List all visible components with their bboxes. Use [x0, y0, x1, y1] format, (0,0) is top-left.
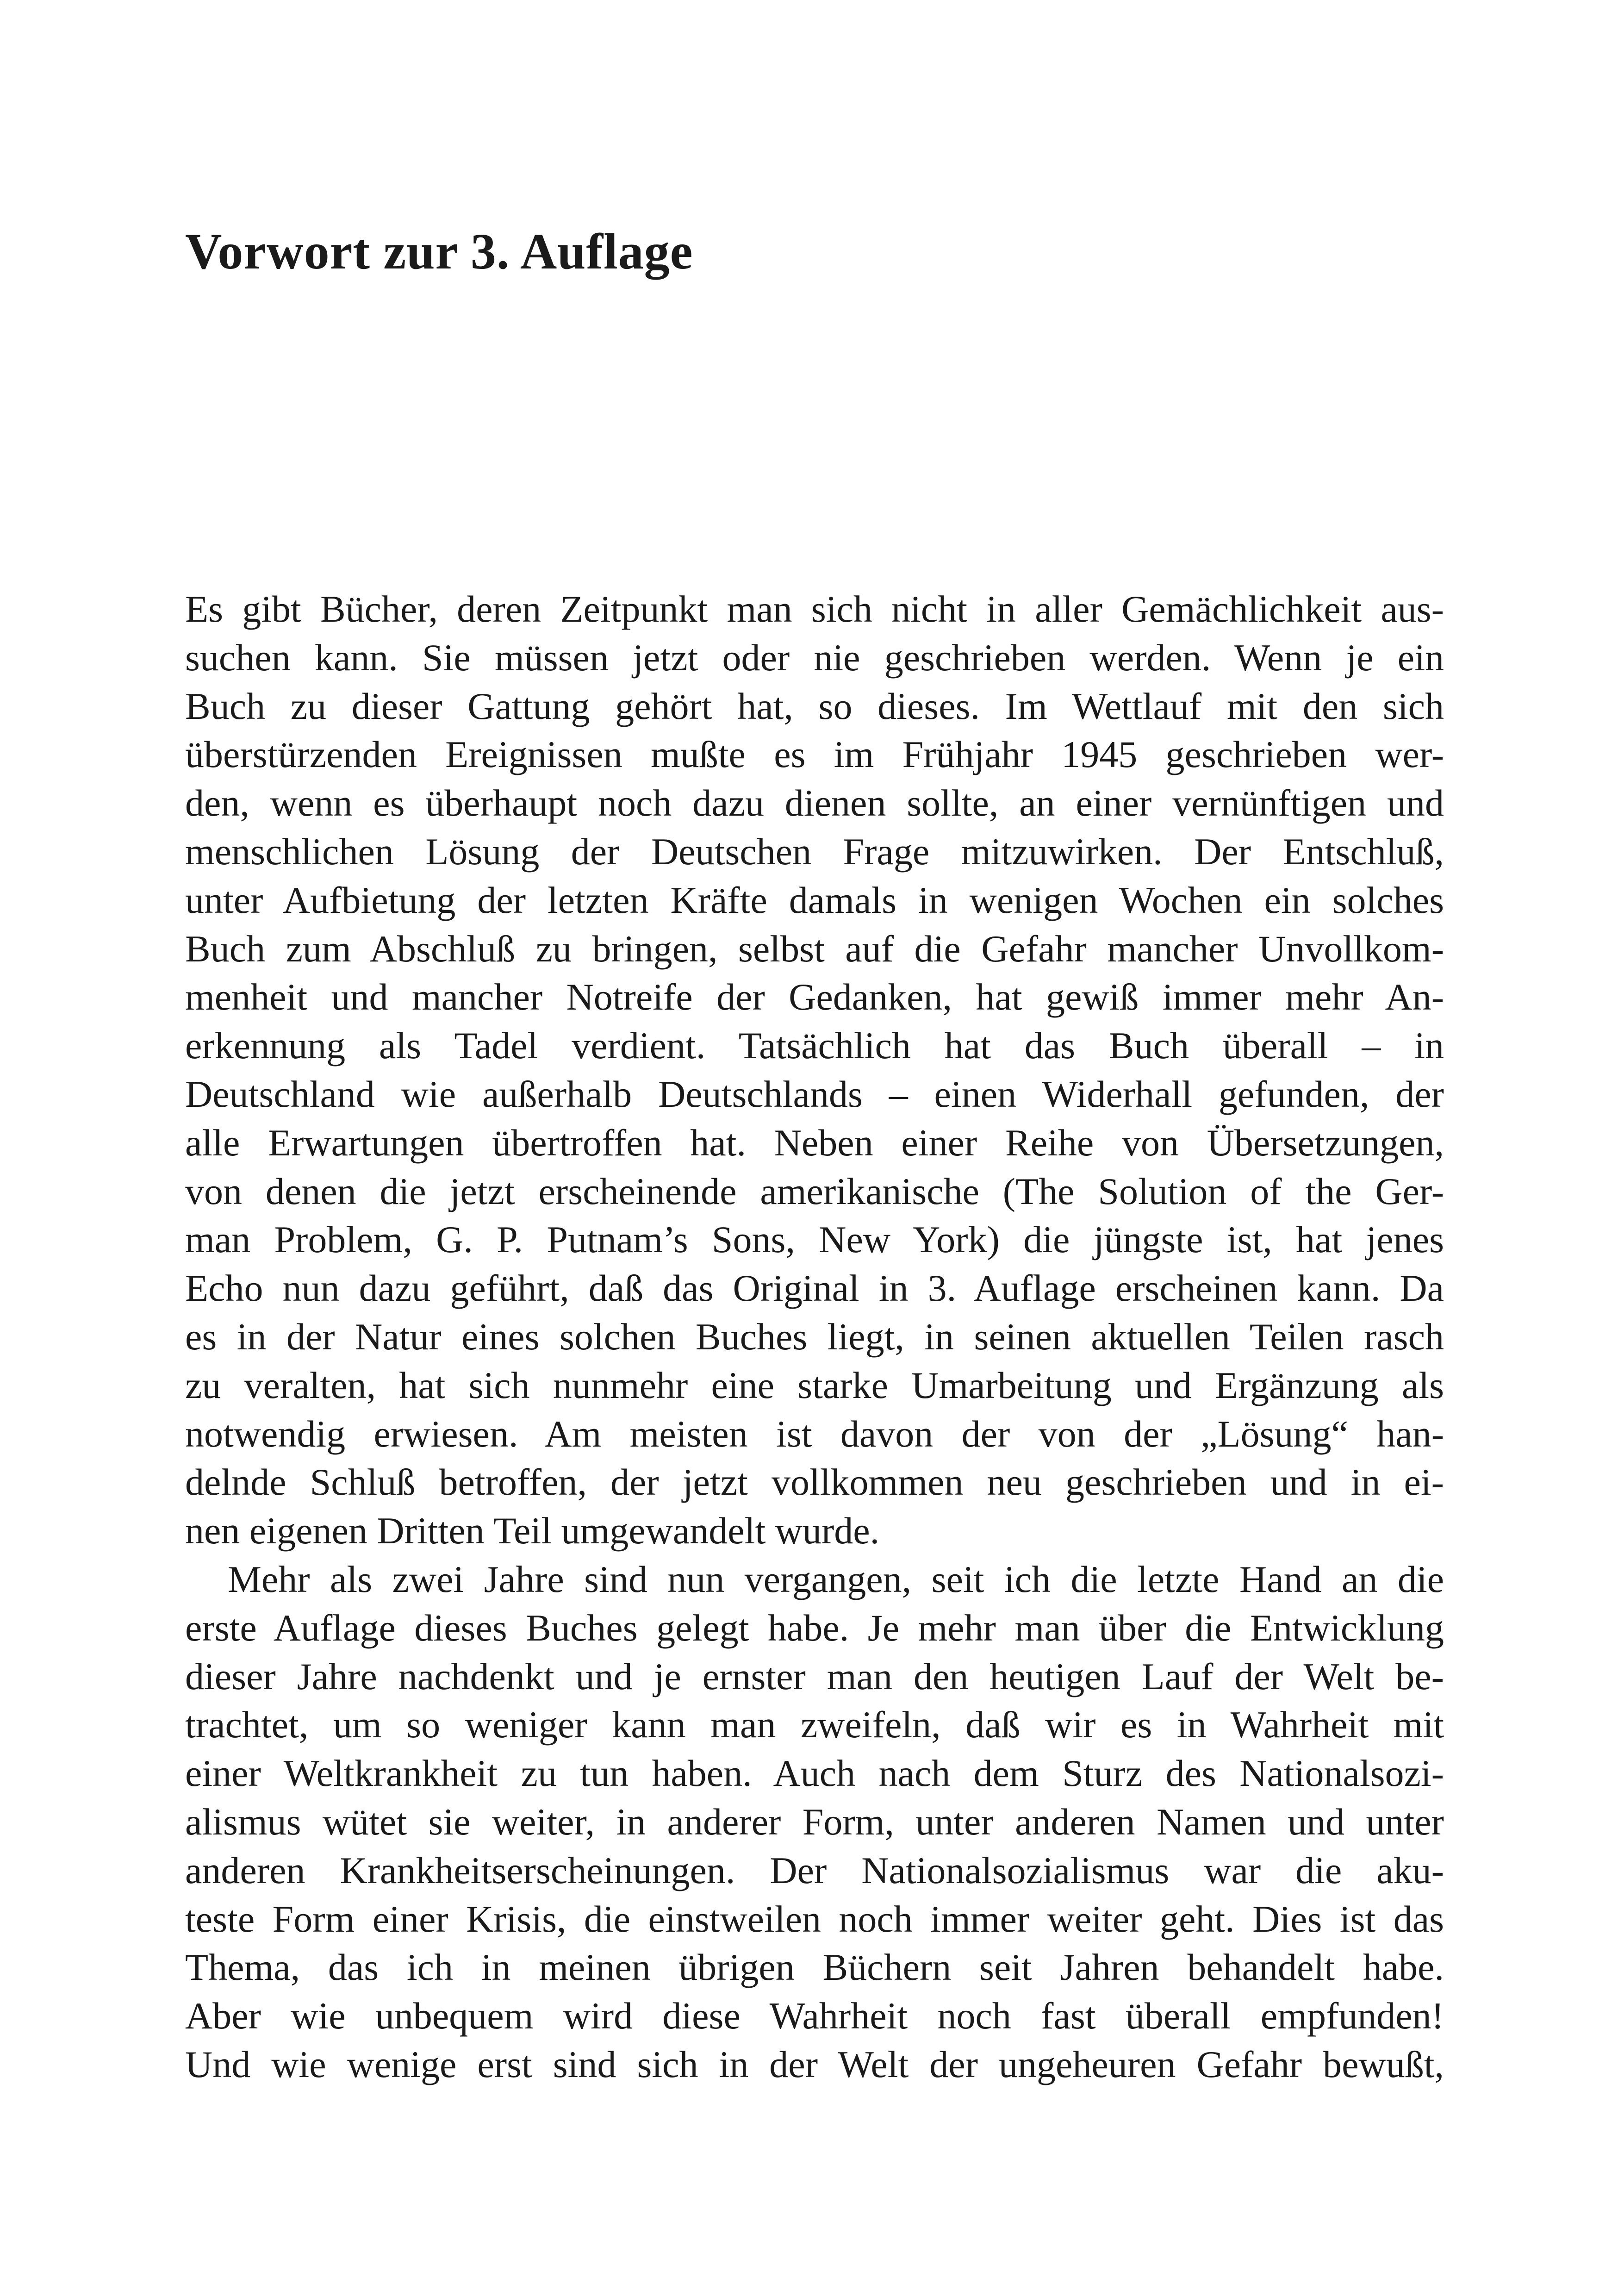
text-line: alismus wütet sie weiter, in anderer Form, unter anderen Namen und unter [185, 1800, 1444, 1843]
text-line: Aber wie unbequem wird diese Wahrheit noch fast überall empfunden! [185, 1995, 1444, 2037]
text-line: delnde Schluß betroffen, der jetzt vollkommen neu geschrieben und in ei- [185, 1461, 1444, 1504]
text-line: Buch zum Abschluß zu bringen, selbst auf die Gefahr mancher Unvollkom- [185, 927, 1444, 970]
body-text [185, 585, 1444, 2089]
text-line: zu veralten, hat sich nunmehr eine starke Umarbeitung und Ergänzung als [185, 1364, 1444, 1406]
text-line: Mehr als zwei Jahre sind nun vergangen, seit ich die letzte Hand an die [228, 1558, 1444, 1600]
text-line: man Problem, G. P. Putnam’s Sons, New York) die jüngste ist, hat jenes [185, 1218, 1444, 1261]
text-line: Thema, das ich in meinen übrigen Büchern seit Jahren behandelt habe. [185, 1946, 1444, 1989]
text-line: menschlichen Lösung der Deutschen Frage mitzuwirken. Der Entschluß, [185, 830, 1444, 873]
text-line: notwendig erwiesen. Am meisten ist davon der von der „Lösung“ han- [185, 1412, 1444, 1455]
text-line: den, wenn es überhaupt noch dazu dienen sollte, an einer vernünftigen und [185, 782, 1444, 824]
text-line: Deutschland wie außerhalb Deutschlands – einen Widerhall gefunden, der [185, 1073, 1444, 1115]
text-line: Und wie wenige erst sind sich in der Welt der ungeheuren Gefahr bewußt, [185, 2043, 1444, 2085]
text-line: anderen Krankheitserscheinungen. Der Nationalsozialismus war die aku- [185, 1849, 1444, 1891]
page-title: Vorwort zur 3. Auflage [185, 223, 693, 280]
text-line: erkennung als Tadel verdient. Tatsächlich hat das Buch überall – in [185, 1024, 1444, 1067]
text-line: einer Weltkrankheit zu tun haben. Auch nach dem Sturz des Nationalsozi- [185, 1752, 1444, 1795]
text-line: nen eigenen Dritten Teil umgewandelt wurde. [185, 1510, 880, 1552]
text-line: alle Erwartungen übertroffen hat. Neben einer Reihe von Übersetzungen, [185, 1121, 1444, 1164]
text-line: überstürzenden Ereignissen mußte es im Frühjahr 1945 geschrieben wer- [185, 733, 1444, 776]
text-line: Echo nun dazu geführt, daß das Original in 3. Auflage erscheinen kann. Da [185, 1267, 1444, 1310]
text-line: dieser Jahre nachdenkt und je ernster man den heutigen Lauf der Welt be- [185, 1655, 1444, 1697]
text-line: Buch zu dieser Gattung gehört hat, so dieses. Im Wettlauf mit den sich [185, 685, 1444, 727]
text-line: von denen die jetzt erscheinende amerikanische (The Solution of the Ger- [185, 1170, 1444, 1212]
text-line: trachtet, um so weniger kann man zweifeln, daß wir es in Wahrheit mit [185, 1703, 1444, 1746]
text-line: Es gibt Bücher, deren Zeitpunkt man sich nicht in aller Gemächlichkeit aus- [185, 588, 1444, 630]
text-line: unter Aufbietung der letzten Kräfte damals in wenigen Wochen ein solches [185, 879, 1444, 921]
text-line: es in der Natur eines solchen Buches liegt, in seinen aktuellen Teilen rasch [185, 1315, 1444, 1358]
text-line: erste Auflage dieses Buches gelegt habe. Je mehr man über die Entwicklung [185, 1606, 1444, 1649]
text-line: menheit und mancher Notreife der Gedanken, hat gewiß immer mehr An- [185, 976, 1444, 1018]
text-line: suchen kann. Sie müssen jetzt oder nie geschrieben werden. Wenn je ein [185, 636, 1444, 679]
text-line: teste Form einer Krisis, die einstweilen noch immer weiter geht. Dies ist das [185, 1897, 1444, 1940]
